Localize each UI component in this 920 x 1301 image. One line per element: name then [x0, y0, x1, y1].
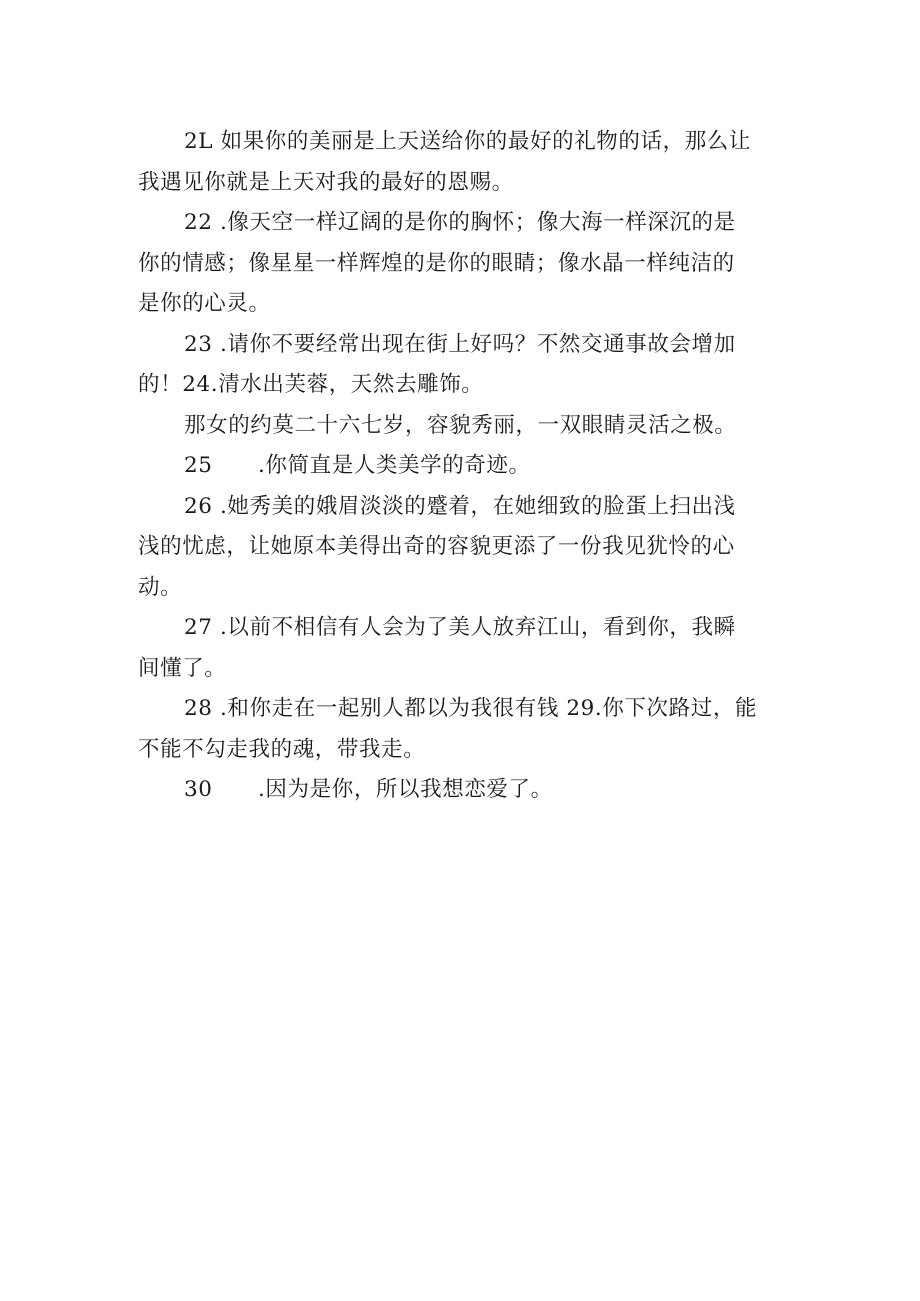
paragraph-30	[138, 770, 798, 811]
document-body	[138, 122, 798, 811]
paragraph-23-24	[138, 325, 798, 406]
paragraph-line: 22 .像天空一样辽阔的是你的胸怀；像大海一样深沉的是	[184, 210, 736, 235]
item-number: 25	[184, 453, 213, 478]
paragraph-quote	[138, 406, 798, 447]
paragraph-25	[138, 446, 798, 487]
paragraph-line: 2L 如果你的美丽是上天送给你的最好的礼物的话，那么让	[184, 129, 751, 154]
paragraph-line: 26 .她秀美的娥眉淡淡的蹙着，在她细致的脸蛋上扫出浅	[184, 493, 736, 519]
paragraph-line: 我遇见你就是上天对我的最好的恩赐。	[138, 169, 514, 195]
paragraph-line: 动。	[138, 574, 183, 600]
paragraph-line: 27 .以前不相信有人会为了美人放弃江山，看到你，我瞬	[184, 615, 736, 640]
paragraph-27	[138, 608, 798, 689]
paragraph-22	[138, 203, 798, 325]
paragraph-line	[138, 446, 798, 487]
paragraph-line: 23 .请你不要经常出现在街上好吗？不然交通事故会增加	[184, 331, 736, 357]
item-text: .因为是你，所以我想恋爱了。	[258, 777, 553, 802]
paragraph-26	[138, 487, 798, 609]
paragraph-line	[138, 770, 798, 811]
paragraph-line: 不能不勾走我的魂，带我走。	[138, 736, 426, 762]
paragraph-28-29	[138, 689, 798, 770]
paragraph-line: 28 .和你走在一起别人都以为我很有钱 29.你下次路过，能	[184, 696, 758, 721]
paragraph-line: 那女的约莫二十六七岁，容貌秀丽，一双眼睛灵活之极。	[184, 412, 737, 438]
item-number: 30	[184, 777, 213, 802]
item-text: .你简直是人类美学的奇迹。	[258, 453, 531, 478]
paragraph-line: 的！24.清水出芙蓉，天然去雕饰。	[138, 372, 484, 397]
paragraph-line: 浅的忧虑，让她原本美得出奇的容貌更添了一份我见犹怜的心	[138, 534, 735, 559]
paragraph-line: 间懂了。	[138, 655, 227, 681]
paragraph-21	[138, 122, 798, 203]
paragraph-line: 你的情感；像星星一样辉煌的是你的眼睛；像水晶一样纯洁的	[138, 250, 735, 276]
paragraph-line: 是你的心灵。	[138, 291, 271, 316]
